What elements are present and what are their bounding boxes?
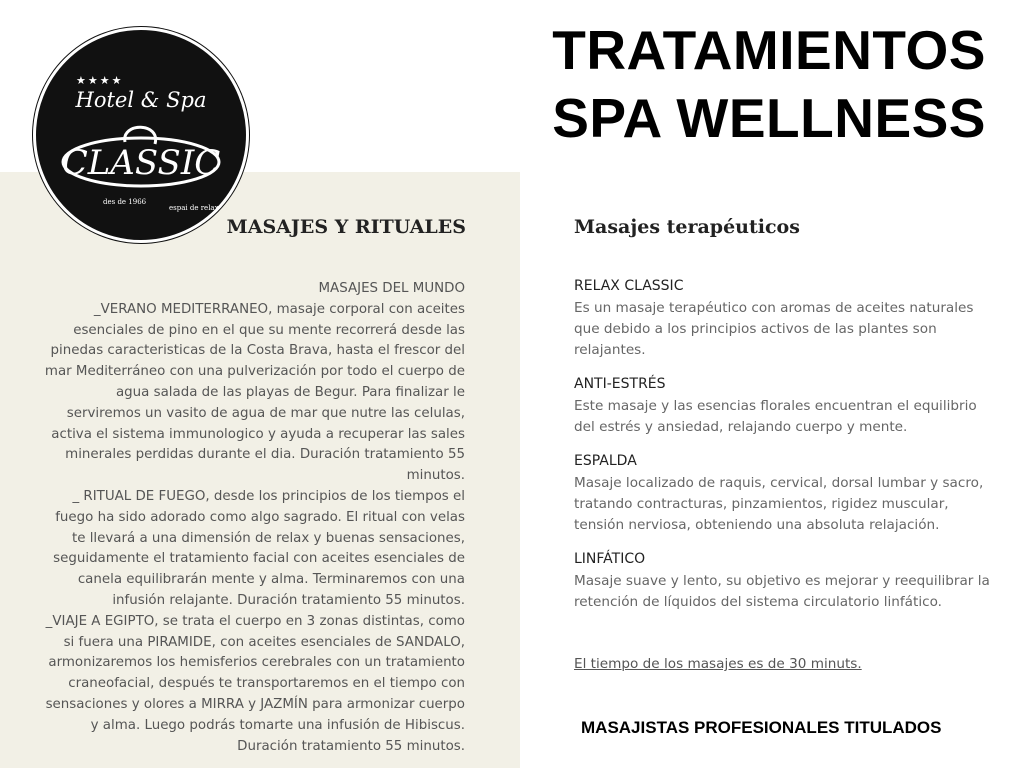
ritual-description: _ RITUAL DE FUEGO, desde los principios de los tiempos el fuego ha sido adorado como algo sagrado. El ritual con velas te llevará a una dimensión de relax y buenas sensaciones, seguidamente el tratamiento facial con aceites esenciales de canela equilibrarán mente y alma. Terminaremos con una infusión relajante. Duración tratamiento 55 minutos. [53,488,465,608]
logo-since-text: des de 1966 [103,198,147,206]
treatment-item [574,451,994,536]
hotel-logo [33,27,249,243]
treatment-description: Es un masaje terapéutico con aromas de aceites naturales que debido a los principios activos de las plantes son relajantes. [574,300,974,358]
treatment-description: Masaje localizado de raquis, cervical, dorsal lumbar y sacro, tratando contracturas, pinzamientos, rigidez muscular, tensión nerviosa, obteniendo una absoluta relajación. [574,475,984,533]
rating-stars-icon: ★★★★ [76,74,124,87]
treatment-description: Masaje suave y lento, su objetivo es mejorar y reequilibrar la retención de líquidos del sistema circulatorio linfático. [574,573,990,610]
massage-duration-note: El tiempo de los masajes es de 30 minuts. [574,656,862,672]
world-massages-subtitle: MASAJES DEL MUNDO [318,281,465,296]
treatment-list [574,276,994,626]
treatment-item [574,374,994,438]
treatment-name: ESPALDA [574,453,637,469]
logo-hotel-spa-text: Hotel & Spa [75,88,207,112]
ritual-description: _VIAJE A EGIPTO, se trata el cuerpo en 3 zonas distintas, como si fuera una PIRAMIDE, con aceites esenciales de SANDALO, armonizaremos los hemisferios cerebrales con un tratamiento craneofacial, después te transportaremos en el tiempo con sensaciones y olores a MIRRA y JAZMÍN para armonizar cuerpo y alma. Luego podrás tomarte una infusión de Hibiscus. Duración tratamiento 55 minutos. [45,613,465,754]
treatment-item [574,276,994,361]
logo-tagline-text: espai de relax [169,204,219,212]
treatment-name: LINFÁTICO [574,551,646,567]
treatment-name: RELAX CLASSIC [574,278,684,294]
ritual-description: _VERANO MEDITERRANEO, masaje corporal con aceites esenciales de pino en el que su mente recorrerá desde las pinedas caracteristicas de la Costa Brava, hasta el frescor del mar Mediterráneo con una pulverización por todo el cuerpo de agua salada de las playas de Begur. Para finalizar le serviremos un vasito de agua de mar que nutre las celulas, activa el sistema immunologico y ayuda a recuperar las sales minerales perdidas durante el dia. Duración tratamiento 55 minutos. [44,301,465,484]
page-title [552,16,986,152]
page-title-line2: SPA WELLNESS [552,87,986,149]
treatment-description: Este masaje y las esencias florales encuentran el equilibrio del estrés y ansiedad, relajando cuerpo y mente. [574,398,977,435]
treatment-item [574,549,994,613]
logo-brand-text: CLASSIC [61,143,221,183]
treatment-name: ANTI-ESTRÉS [574,376,666,392]
therapeutic-massages-heading: Masajes terapéuticos [574,216,800,238]
professional-masseurs-note: MASAJISTAS PROFESIONALES TITULADOS [581,718,942,737]
world-massages-section [40,279,465,757]
classic-wordmark-icon [51,122,231,222]
page-title-line1: TRATAMIENTOS [552,19,986,81]
massages-rituals-heading: MASAJES Y RITUALES [226,216,466,238]
